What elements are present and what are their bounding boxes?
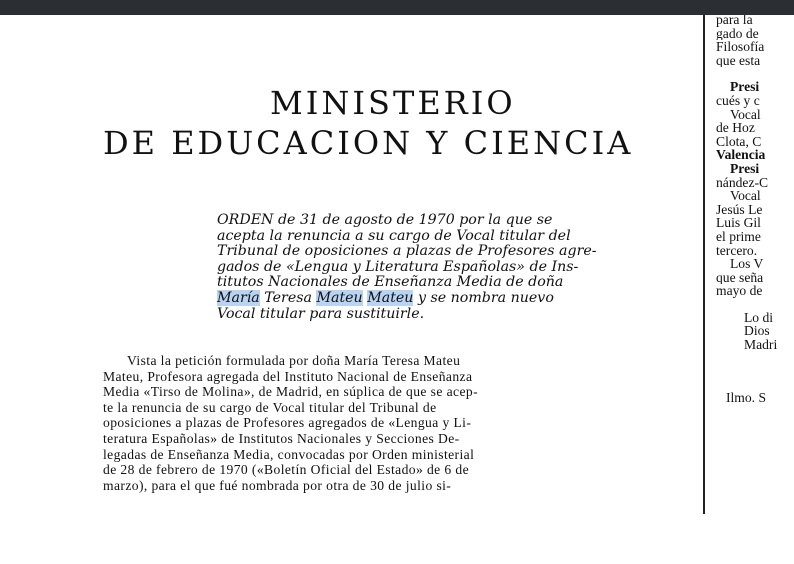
right-line: el prime: [716, 229, 761, 244]
right-line: Vocal: [730, 189, 761, 203]
right-line: Madri: [744, 338, 778, 352]
body-paragraph: [103, 353, 687, 493]
orden-text: y se nombra nuevo: [413, 289, 554, 306]
body-line: teratura Españolas» de Institutos Nacionales y Secciones De-: [103, 430, 460, 446]
right-line: Los V: [730, 257, 764, 271]
window-top-bar: [0, 0, 794, 15]
right-line: Clota, C: [716, 134, 762, 149]
text-selection-highlight[interactable]: Mateu: [316, 289, 363, 306]
body-line: Media «Tirso de Molina», de Madrid, en súplica de que se acep-: [103, 384, 479, 400]
orden-text: Teresa: [259, 289, 317, 306]
body-line: legadas de Enseñanza Media, convocadas por Orden ministerial: [103, 446, 475, 462]
body-line: Mateu, Profesora agregada del Instituto Nacional de Enseñanza: [103, 368, 473, 384]
right-line: [716, 298, 794, 311]
right-line: Dios: [744, 324, 770, 339]
right-line: Ilmo. S: [726, 390, 767, 405]
body-line: oposiciones a plazas de Profesores agregados de «Lengua y Li-: [103, 415, 472, 431]
right-line: tercero.: [716, 243, 758, 258]
orden-line: ORDEN de 31 de agosto de 1970 por la que se: [217, 212, 553, 228]
right-line: Valencia: [716, 148, 766, 162]
orden-line: Vocal titular para sustituirle.: [217, 305, 425, 322]
right-line: Luis Gil: [716, 216, 761, 230]
right-line: [716, 365, 794, 378]
right-line: Jesús Le: [716, 202, 763, 217]
right-line: nández-C: [716, 175, 769, 190]
orden-line: Tribunal de oposiciones a plazas de Profesores agre-: [217, 243, 597, 260]
right-line: de Hoz: [716, 121, 755, 135]
body-line: te la renuncia de su cargo de Vocal titular del Tribunal de: [103, 399, 437, 415]
right-line: mayo de: [716, 284, 763, 298]
right-line: gado de: [716, 26, 759, 41]
body-line: Vista la petición formulada por doña María Teresa Mateu: [127, 353, 461, 368]
right-line: cués y c: [716, 93, 760, 108]
right-line: Filosofía: [716, 40, 765, 54]
right-line: que seña: [716, 270, 764, 285]
column-divider: [703, 15, 705, 524]
right-line: [716, 67, 794, 80]
body-line: marzo), para el que fué nombrada por otra de 30 de julio si-: [103, 477, 452, 493]
right-line: Vocal: [730, 107, 761, 122]
ministry-title-line-2: DE EDUCACION Y CIENCIA: [103, 124, 634, 162]
right-column-fragment: [716, 15, 794, 404]
text-selection-highlight[interactable]: María: [217, 289, 260, 306]
orden-summary: [217, 213, 689, 322]
orden-line: acepta la renuncia a su cargo de Vocal titular del: [217, 227, 571, 244]
right-line: Presi: [730, 80, 760, 94]
scanned-page: [0, 15, 794, 524]
right-line: para la: [716, 15, 753, 27]
ministry-title-line-1: MINISTERIO: [270, 84, 516, 122]
body-line: de 28 de febrero de 1970 («Boletín Oficial del Estado» de 6 de: [103, 462, 470, 478]
right-line: Lo di: [744, 310, 774, 325]
text-selection-highlight[interactable]: Mateu: [367, 289, 414, 306]
orden-line: gados de «Lengua y Literatura Españolas» de Ins-: [217, 258, 579, 275]
blank-area: [0, 514, 794, 564]
right-line: [716, 378, 794, 391]
orden-line: titutos Nacionales de Enseñanza Media de doña: [217, 274, 564, 291]
right-line: [716, 352, 794, 365]
right-line: Presi: [730, 161, 760, 176]
orden-line-highlighted: [217, 291, 689, 307]
right-line: que esta: [716, 53, 761, 68]
